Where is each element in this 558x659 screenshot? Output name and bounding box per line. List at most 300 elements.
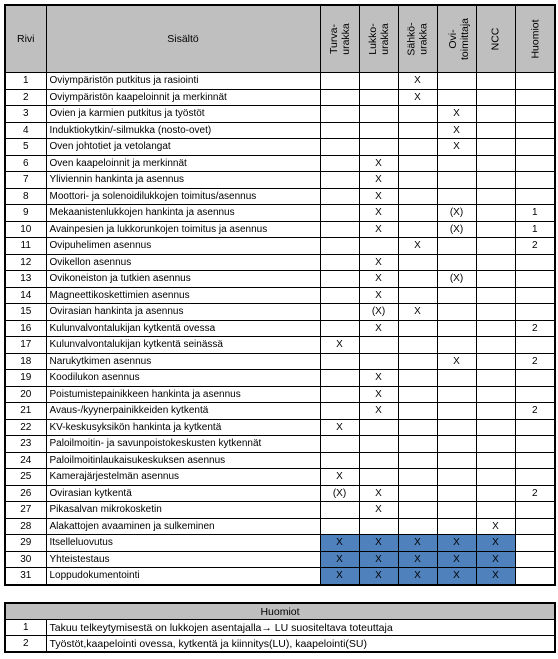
row-number: 19	[5, 370, 46, 387]
row-mark-cell: X	[320, 535, 359, 552]
row-mark-cell	[359, 419, 398, 436]
row-mark-cell	[437, 238, 476, 255]
row-mark-cell: X	[476, 551, 515, 568]
row-mark-cell: 2	[515, 238, 555, 255]
row-number: 4	[5, 122, 46, 139]
row-mark-cell: X	[359, 188, 398, 205]
row-mark-cell: X	[320, 419, 359, 436]
row-mark-cell: X	[359, 287, 398, 304]
table-row	[5, 73, 555, 90]
row-description: Ovikoneiston ja tutkien asennus	[46, 271, 320, 288]
row-mark-cell	[320, 155, 359, 172]
header-label: Ovi- toimittaja	[446, 17, 471, 61]
row-description: Itselleluovutus	[46, 535, 320, 552]
row-number: 29	[5, 535, 46, 552]
row-mark-cell: X	[398, 535, 437, 552]
row-mark-cell	[476, 320, 515, 337]
row-mark-cell	[398, 403, 437, 420]
row-mark-cell	[320, 386, 359, 403]
row-mark-cell	[437, 73, 476, 90]
row-mark-cell: (X)	[437, 221, 476, 238]
row-mark-cell	[359, 452, 398, 469]
row-mark-cell: X	[398, 304, 437, 321]
table-row	[5, 271, 555, 288]
row-mark-cell	[476, 89, 515, 106]
row-mark-cell	[398, 469, 437, 486]
row-number: 21	[5, 403, 46, 420]
header-label: Lukko- urakka	[366, 23, 391, 55]
row-description: Moottori- ja solenoidilukkojen toimitus/asennus	[46, 188, 320, 205]
row-mark-cell: X	[320, 568, 359, 585]
table-row	[5, 304, 555, 321]
header-col-turva	[320, 5, 359, 73]
row-mark-cell	[359, 337, 398, 354]
row-mark-cell: X	[398, 238, 437, 255]
row-mark-cell: 2	[515, 485, 555, 502]
row-mark-cell: X	[437, 535, 476, 552]
row-mark-cell	[476, 73, 515, 90]
row-mark-cell	[359, 73, 398, 90]
header-col-ncc	[476, 5, 515, 73]
row-mark-cell	[437, 155, 476, 172]
table-row	[5, 353, 555, 370]
row-mark-cell	[515, 188, 555, 205]
table-row	[5, 386, 555, 403]
row-mark-cell	[437, 386, 476, 403]
row-mark-cell: X	[437, 106, 476, 123]
table-row	[5, 337, 555, 354]
row-number: 16	[5, 320, 46, 337]
table-row	[5, 188, 555, 205]
row-mark-cell	[476, 271, 515, 288]
row-mark-cell	[515, 419, 555, 436]
row-mark-cell: 2	[515, 320, 555, 337]
row-mark-cell: X	[437, 122, 476, 139]
row-description: Kamerajärjestelmän asennus	[46, 469, 320, 486]
row-mark-cell: X	[359, 386, 398, 403]
row-number: 3	[5, 106, 46, 123]
row-number: 20	[5, 386, 46, 403]
table-row	[5, 221, 555, 238]
row-mark-cell	[476, 205, 515, 222]
row-mark-cell	[320, 73, 359, 90]
row-mark-cell	[359, 122, 398, 139]
row-mark-cell	[476, 254, 515, 271]
row-mark-cell	[437, 287, 476, 304]
row-mark-cell	[398, 271, 437, 288]
row-mark-cell	[476, 370, 515, 387]
row-mark-cell	[320, 518, 359, 535]
header-sisalto: Sisältö	[46, 5, 320, 73]
row-mark-cell	[437, 452, 476, 469]
row-mark-cell	[320, 271, 359, 288]
row-mark-cell	[437, 254, 476, 271]
row-mark-cell	[515, 370, 555, 387]
row-mark-cell: X	[476, 518, 515, 535]
row-mark-cell	[398, 287, 437, 304]
row-mark-cell	[398, 518, 437, 535]
row-mark-cell: X	[398, 73, 437, 90]
notes-row	[5, 636, 555, 653]
row-description: Magneettikoskettimien asennus	[46, 287, 320, 304]
row-mark-cell: X	[437, 353, 476, 370]
row-mark-cell	[476, 304, 515, 321]
header-rivi: Rivi	[5, 5, 46, 73]
row-number: 10	[5, 221, 46, 238]
row-mark-cell	[476, 221, 515, 238]
row-mark-cell: X	[398, 89, 437, 106]
header-col-sahko	[398, 5, 437, 73]
row-mark-cell	[476, 287, 515, 304]
row-mark-cell	[398, 205, 437, 222]
table-row	[5, 155, 555, 172]
row-mark-cell: (X)	[437, 271, 476, 288]
row-mark-cell	[476, 122, 515, 139]
row-mark-cell	[398, 502, 437, 519]
row-mark-cell: X	[359, 535, 398, 552]
row-number: 2	[5, 89, 46, 106]
table-row	[5, 106, 555, 123]
row-number: 11	[5, 238, 46, 255]
row-mark-cell	[476, 403, 515, 420]
row-mark-cell	[437, 337, 476, 354]
header-col-lukko	[359, 5, 398, 73]
row-mark-cell	[398, 419, 437, 436]
row-mark-cell: X	[359, 271, 398, 288]
row-mark-cell	[437, 172, 476, 189]
row-number: 17	[5, 337, 46, 354]
table-row	[5, 320, 555, 337]
header-label: Huomiot	[529, 19, 542, 59]
table-row	[5, 419, 555, 436]
row-mark-cell	[515, 139, 555, 156]
row-number: 27	[5, 502, 46, 519]
row-mark-cell	[398, 353, 437, 370]
row-description: Ovirasian hankinta ja asennus	[46, 304, 320, 321]
row-mark-cell	[320, 221, 359, 238]
row-number: 14	[5, 287, 46, 304]
row-mark-cell	[515, 122, 555, 139]
table-row	[5, 436, 555, 453]
row-mark-cell: (X)	[320, 485, 359, 502]
row-mark-cell	[515, 518, 555, 535]
row-mark-cell	[320, 436, 359, 453]
row-mark-cell	[320, 287, 359, 304]
row-mark-cell	[437, 518, 476, 535]
row-mark-cell	[398, 172, 437, 189]
row-mark-cell	[359, 436, 398, 453]
row-number: 13	[5, 271, 46, 288]
row-number: 25	[5, 469, 46, 486]
row-mark-cell: X	[320, 469, 359, 486]
row-mark-cell	[515, 155, 555, 172]
row-mark-cell: X	[359, 320, 398, 337]
row-mark-cell	[437, 485, 476, 502]
row-mark-cell	[398, 221, 437, 238]
row-number: 31	[5, 568, 46, 585]
row-mark-cell	[515, 106, 555, 123]
row-number: 30	[5, 551, 46, 568]
row-mark-cell: X	[359, 221, 398, 238]
table-row	[5, 89, 555, 106]
table-row	[5, 139, 555, 156]
row-number: 22	[5, 419, 46, 436]
row-description: Loppudokumentointi	[46, 568, 320, 585]
row-number: 18	[5, 353, 46, 370]
table-row	[5, 254, 555, 271]
note-number: 1	[5, 620, 46, 636]
table-row	[5, 403, 555, 420]
row-mark-cell	[515, 172, 555, 189]
row-mark-cell	[359, 238, 398, 255]
row-mark-cell	[320, 122, 359, 139]
row-mark-cell	[476, 106, 515, 123]
row-mark-cell: X	[437, 139, 476, 156]
row-number: 26	[5, 485, 46, 502]
row-mark-cell	[398, 139, 437, 156]
row-mark-cell	[476, 172, 515, 189]
row-description: Induktiokytkin/-silmukka (nosto-ovet)	[46, 122, 320, 139]
notes-row	[5, 620, 555, 636]
row-mark-cell	[320, 254, 359, 271]
row-mark-cell	[476, 155, 515, 172]
header-col-ovi	[437, 5, 476, 73]
row-mark-cell: X	[398, 551, 437, 568]
table-row	[5, 172, 555, 189]
table-row	[5, 287, 555, 304]
row-mark-cell	[437, 304, 476, 321]
row-mark-cell	[398, 155, 437, 172]
row-mark-cell: X	[359, 485, 398, 502]
responsibility-table	[4, 4, 556, 586]
row-mark-cell: 1	[515, 205, 555, 222]
row-mark-cell	[437, 320, 476, 337]
row-mark-cell	[476, 139, 515, 156]
row-description: Oviympäristön putkitus ja rasiointi	[46, 73, 320, 90]
row-number: 12	[5, 254, 46, 271]
row-mark-cell: X	[476, 535, 515, 552]
table-row	[5, 502, 555, 519]
row-number: 9	[5, 205, 46, 222]
row-mark-cell	[398, 485, 437, 502]
header-label: NCC	[489, 27, 502, 51]
row-description: Pikasalvan mikrokosketin	[46, 502, 320, 519]
row-mark-cell	[515, 89, 555, 106]
row-number: 5	[5, 139, 46, 156]
row-description: Ovien ja karmien putkitus ja työstöt	[46, 106, 320, 123]
note-text: Työstöt,kaapelointi ovessa, kytkentä ja kiinnitys(LU), kaapelointi(SU)	[46, 636, 555, 653]
row-mark-cell	[515, 304, 555, 321]
table-row	[5, 568, 555, 585]
row-mark-cell	[320, 172, 359, 189]
row-mark-cell	[320, 205, 359, 222]
row-mark-cell	[398, 106, 437, 123]
row-description: Narukytkimen asennus	[46, 353, 320, 370]
row-mark-cell	[515, 337, 555, 354]
row-mark-cell	[515, 535, 555, 552]
row-mark-cell	[320, 304, 359, 321]
row-number: 1	[5, 73, 46, 90]
row-mark-cell: X	[359, 155, 398, 172]
row-mark-cell	[398, 337, 437, 354]
row-mark-cell: X	[359, 502, 398, 519]
header-label: Sähkö- urakka	[405, 22, 430, 56]
row-mark-cell	[320, 106, 359, 123]
row-mark-cell	[398, 122, 437, 139]
table-row	[5, 518, 555, 535]
row-mark-cell	[398, 436, 437, 453]
row-mark-cell	[437, 436, 476, 453]
row-mark-cell	[515, 452, 555, 469]
row-mark-cell	[515, 469, 555, 486]
row-mark-cell	[515, 73, 555, 90]
row-mark-cell: 2	[515, 403, 555, 420]
row-mark-cell: X	[398, 568, 437, 585]
row-mark-cell: X	[359, 568, 398, 585]
row-mark-cell: (X)	[437, 205, 476, 222]
row-mark-cell	[437, 370, 476, 387]
row-description: Paloilmoitinlaukaisukeskuksen asennus	[46, 452, 320, 469]
row-mark-cell	[476, 485, 515, 502]
row-mark-cell	[476, 188, 515, 205]
row-mark-cell	[398, 320, 437, 337]
row-mark-cell	[437, 502, 476, 519]
row-description: Avainpesien ja lukkorunkojen toimitus ja asennus	[46, 221, 320, 238]
row-description: Ovikellon asennus	[46, 254, 320, 271]
row-mark-cell	[359, 139, 398, 156]
row-mark-cell	[359, 469, 398, 486]
row-description: Mekaanistenlukkojen hankinta ja asennus	[46, 205, 320, 222]
row-mark-cell	[320, 353, 359, 370]
row-mark-cell	[515, 436, 555, 453]
row-number: 23	[5, 436, 46, 453]
row-mark-cell	[320, 403, 359, 420]
notes-title: Huomiot	[5, 603, 555, 620]
row-mark-cell	[398, 188, 437, 205]
note-text: Takuu telkeytymisestä on lukkojen asentajalla→ LU suositeltava toteuttaja	[46, 620, 555, 636]
table-row	[5, 370, 555, 387]
row-number: 8	[5, 188, 46, 205]
row-mark-cell: X	[359, 205, 398, 222]
row-mark-cell	[476, 386, 515, 403]
row-mark-cell	[398, 452, 437, 469]
row-description: Paloilmoitin- ja savunpoistokeskusten kytkennät	[46, 436, 320, 453]
row-mark-cell	[320, 452, 359, 469]
row-number: 15	[5, 304, 46, 321]
row-mark-cell	[359, 518, 398, 535]
row-description: Ovipuhelimen asennus	[46, 238, 320, 255]
table-row	[5, 238, 555, 255]
row-mark-cell: (X)	[359, 304, 398, 321]
row-mark-cell	[320, 502, 359, 519]
row-mark-cell	[320, 320, 359, 337]
row-mark-cell	[515, 502, 555, 519]
header-row	[5, 5, 555, 73]
row-mark-cell	[320, 89, 359, 106]
row-mark-cell	[359, 89, 398, 106]
row-description: Ovirasian kytkentä	[46, 485, 320, 502]
row-mark-cell	[476, 469, 515, 486]
row-mark-cell	[359, 353, 398, 370]
row-mark-cell	[437, 403, 476, 420]
row-mark-cell	[515, 271, 555, 288]
table-row	[5, 205, 555, 222]
row-mark-cell	[515, 254, 555, 271]
row-number: 6	[5, 155, 46, 172]
table-row	[5, 452, 555, 469]
row-mark-cell: 2	[515, 353, 555, 370]
table-row	[5, 469, 555, 486]
row-mark-cell: X	[359, 254, 398, 271]
row-description: KV-keskusyksikön hankinta ja kytkentä	[46, 419, 320, 436]
row-mark-cell	[320, 238, 359, 255]
row-number: 24	[5, 452, 46, 469]
row-mark-cell: X	[437, 551, 476, 568]
row-description: Kulunvalvontalukijan kytkentä seinässä	[46, 337, 320, 354]
row-mark-cell	[515, 551, 555, 568]
row-description: Kulunvalvontalukijan kytkentä ovessa	[46, 320, 320, 337]
row-mark-cell	[437, 469, 476, 486]
row-description: Poistumistepainikkeen hankinta ja asennus	[46, 386, 320, 403]
header-col-huomiot	[515, 5, 555, 73]
row-mark-cell	[437, 89, 476, 106]
header-label: Turva- urakka	[327, 23, 352, 55]
row-mark-cell	[437, 419, 476, 436]
row-mark-cell: X	[359, 172, 398, 189]
row-mark-cell	[476, 238, 515, 255]
row-mark-cell	[476, 452, 515, 469]
row-mark-cell	[476, 436, 515, 453]
row-description: Oven johtotiet ja vetolangat	[46, 139, 320, 156]
note-number: 2	[5, 636, 46, 653]
row-description: Alakattojen avaaminen ja sulkeminen	[46, 518, 320, 535]
row-description: Oven kaapeloinnit ja merkinnät	[46, 155, 320, 172]
row-mark-cell	[359, 106, 398, 123]
row-mark-cell: X	[320, 551, 359, 568]
row-mark-cell	[437, 188, 476, 205]
row-mark-cell	[320, 139, 359, 156]
row-mark-cell	[515, 568, 555, 585]
row-mark-cell	[398, 386, 437, 403]
row-mark-cell: X	[359, 403, 398, 420]
row-description: Oviympäristön kaapeloinnit ja merkinnät	[46, 89, 320, 106]
table-row	[5, 535, 555, 552]
row-mark-cell: 1	[515, 221, 555, 238]
row-mark-cell	[398, 254, 437, 271]
row-mark-cell: X	[359, 370, 398, 387]
row-mark-cell	[515, 386, 555, 403]
row-mark-cell: X	[476, 568, 515, 585]
row-mark-cell	[320, 370, 359, 387]
row-mark-cell: X	[359, 551, 398, 568]
row-mark-cell	[476, 502, 515, 519]
row-mark-cell	[476, 353, 515, 370]
row-mark-cell	[515, 287, 555, 304]
row-description: Koodilukon asennus	[46, 370, 320, 387]
row-description: Yliviennin hankinta ja asennus	[46, 172, 320, 189]
table-row	[5, 485, 555, 502]
row-description: Avaus-/kyynerpainikkeiden kytkentä	[46, 403, 320, 420]
table-row	[5, 122, 555, 139]
table-row	[5, 551, 555, 568]
row-mark-cell	[320, 188, 359, 205]
row-mark-cell	[398, 370, 437, 387]
row-number: 7	[5, 172, 46, 189]
notes-table	[4, 602, 556, 653]
row-mark-cell	[476, 337, 515, 354]
row-number: 28	[5, 518, 46, 535]
row-mark-cell	[476, 419, 515, 436]
